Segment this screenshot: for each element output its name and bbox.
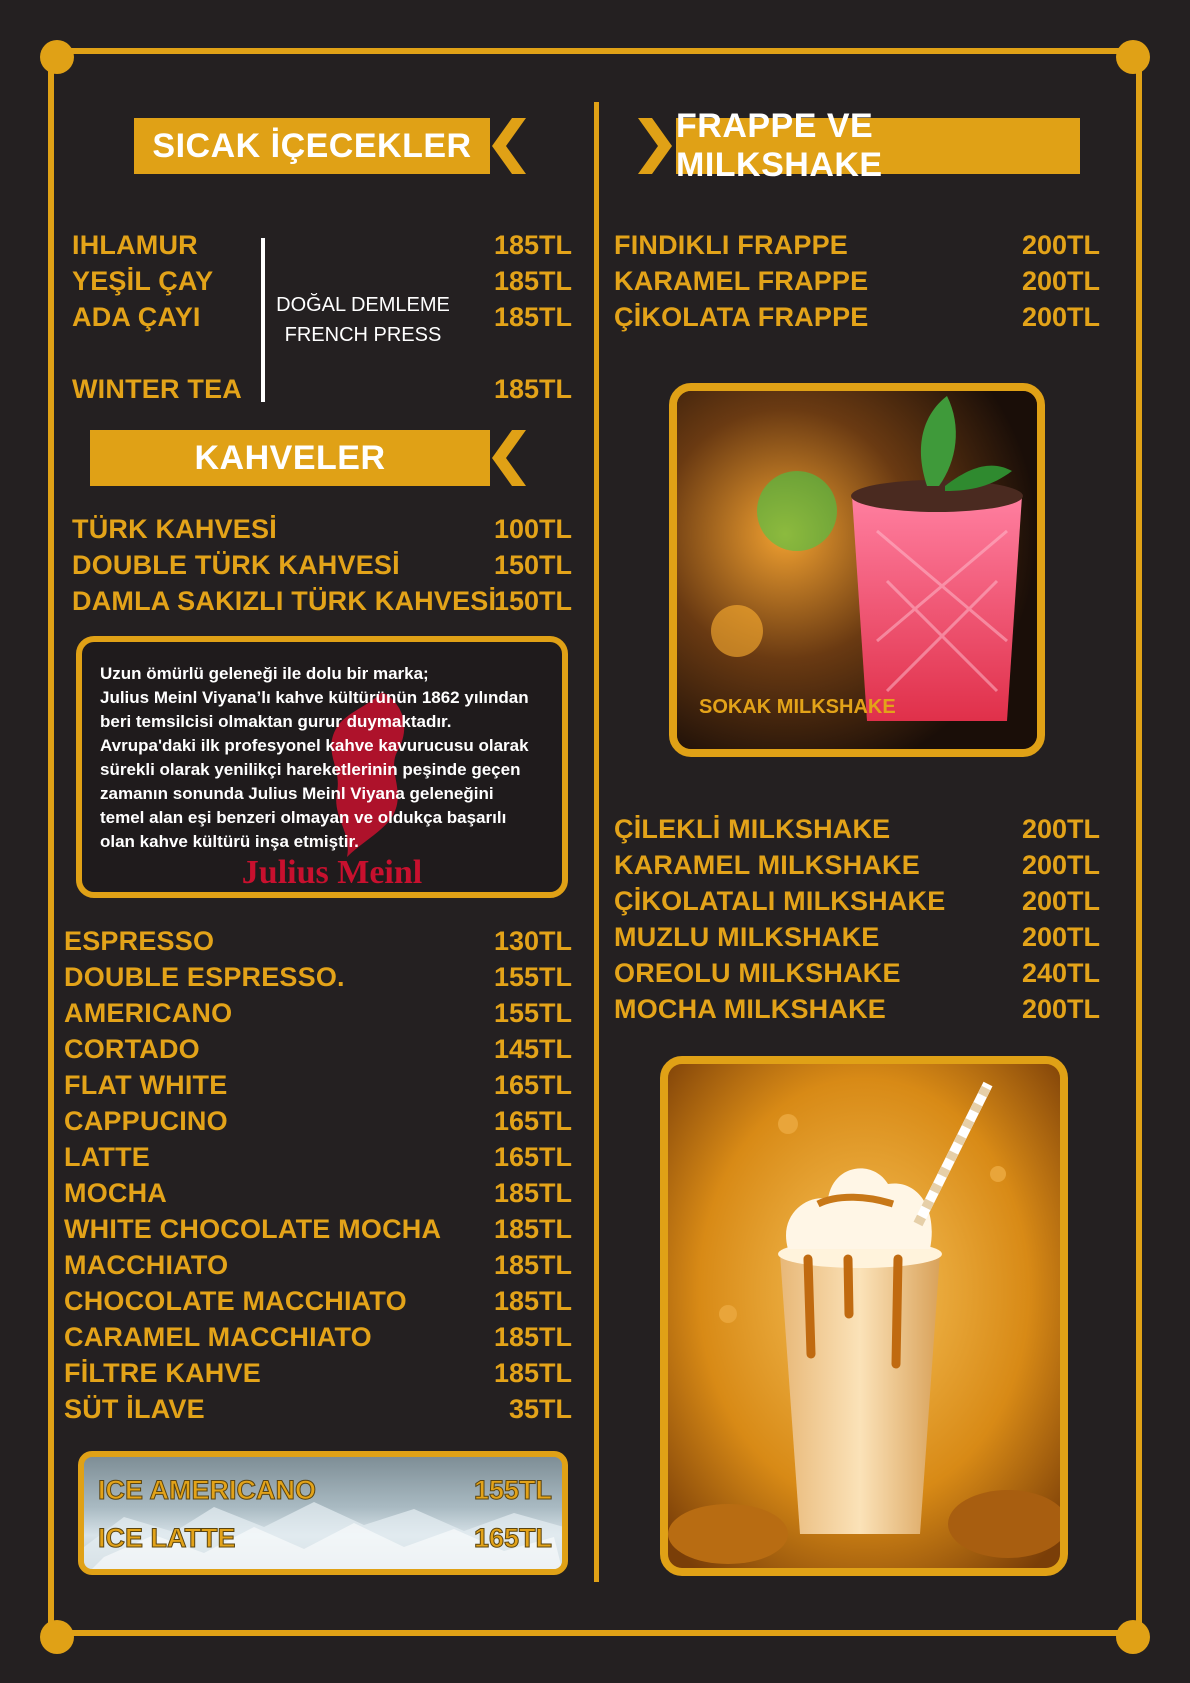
coffees-banner	[90, 430, 490, 486]
info-line: sürekli olarak yenilikçi hareketlerinin peşinde geçen	[100, 760, 521, 779]
menu-item-price: 185TL	[493, 1178, 572, 1208]
hot-drinks-banner	[134, 118, 490, 174]
info-line: zamanın sonunda Julius Meinl Viyana geleneğini	[100, 784, 494, 803]
menu-item-price: 150TL	[493, 550, 572, 580]
menu-item-name: CAPPUCINO	[64, 1106, 228, 1136]
menu-item-name: FINDIKLI FRAPPE	[614, 230, 849, 260]
brand-info-text	[100, 662, 560, 854]
photo-caption: SOKAK MILKSHAKE	[699, 696, 896, 718]
menu-item-name: MOCHA MILKSHAKE	[614, 994, 886, 1024]
menu-item-name: MACCHIATO	[64, 1250, 229, 1280]
menu-item-name: MOCHA	[64, 1178, 167, 1208]
ice-item-price: 155TL	[473, 1475, 552, 1505]
frappe-title: FRAPPE VE MILKSHAKE	[676, 107, 883, 184]
brew-note	[266, 290, 460, 350]
menu-item-price: 185TL	[493, 302, 572, 332]
menu-item-price: 200TL	[1021, 814, 1100, 844]
menu-item-price: 200TL	[1021, 230, 1100, 260]
menu-item-name: TÜRK KAHVESİ	[72, 514, 277, 544]
menu-item-name: WHITE CHOCOLATE MOCHA	[64, 1214, 442, 1244]
brand-info-box	[76, 636, 568, 898]
menu-item-price: 100TL	[493, 514, 572, 544]
menu-item-price: 165TL	[493, 1106, 572, 1136]
menu-item-name: ÇİKOLATALI MILKSHAKE	[614, 886, 946, 916]
menu-item-price: 200TL	[1021, 302, 1100, 332]
menu-item-name: LATTE	[64, 1142, 150, 1172]
brew-note-line1: DOĞAL DEMLEME	[276, 294, 450, 316]
iced-coffee-box	[78, 1451, 568, 1575]
menu-item-name: CORTADO	[64, 1034, 200, 1064]
menu-item-name: ÇİKOLATA FRAPPE	[614, 302, 869, 332]
coffees-title: KAHVELER	[194, 438, 386, 477]
brew-note-line2: FRENCH PRESS	[284, 324, 442, 346]
menu-item-price: 185TL	[493, 1250, 572, 1280]
menu-item-price: 35TL	[508, 1394, 572, 1424]
info-line: Uzun ömürlü geleneği ile dolu bir marka;	[100, 664, 429, 683]
menu-item-name: ESPRESSO	[64, 926, 215, 956]
ice-item-price: 165TL	[473, 1523, 552, 1553]
menu-item-name: CHOCOLATE MACCHIATO	[64, 1286, 407, 1316]
menu-item-price: 185TL	[493, 230, 572, 260]
menu-item-name: KARAMEL MILKSHAKE	[614, 850, 920, 880]
menu-item-price: 200TL	[1021, 266, 1100, 296]
corner-dot-bottom-left	[40, 1620, 74, 1654]
menu-item-price: 185TL	[493, 374, 572, 404]
menu-item-name: MUZLU MILKSHAKE	[614, 922, 880, 952]
corner-dot-bottom-right	[1116, 1620, 1150, 1654]
menu-item-price: 200TL	[1021, 886, 1100, 916]
chevron-right-icon	[638, 118, 676, 174]
corner-dot-top-left	[40, 40, 74, 74]
menu-item-name: DAMLA SAKIZLI TÜRK KAHVESİ	[72, 586, 497, 616]
menu-item-name: YEŞİL ÇAY	[72, 266, 214, 296]
menu-item-name: FLAT WHITE	[64, 1070, 228, 1100]
menu-item-name: AMERICANO	[64, 998, 233, 1028]
menu-item-price: 185TL	[493, 1286, 572, 1316]
menu-item-price: 155TL	[493, 998, 572, 1028]
menu-item-name: SÜT İLAVE	[64, 1394, 205, 1424]
menu-item-name: OREOLU MILKSHAKE	[614, 958, 901, 988]
menu-item-price: 185TL	[493, 1322, 572, 1352]
caramel-milkshake-image	[668, 1064, 1060, 1568]
corner-dot-top-right	[1116, 40, 1150, 74]
menu-item-name: CARAMEL MACCHIATO	[64, 1322, 372, 1352]
menu-item-price: 130TL	[493, 926, 572, 956]
frappe-banner	[676, 107, 1080, 184]
menu-item-price: 200TL	[1021, 850, 1100, 880]
menu-item-name: IHLAMUR	[72, 230, 198, 260]
menu-item-name: ÇİLEKLİ MILKSHAKE	[614, 814, 891, 844]
column-divider	[594, 102, 599, 1582]
menu-item-name: KARAMEL FRAPPE	[614, 266, 869, 296]
menu-item-price: 240TL	[1021, 958, 1100, 988]
chevron-left-icon	[488, 430, 526, 486]
menu-item-price: 200TL	[1021, 994, 1100, 1024]
info-line: Avrupa'daki ilk profesyonel kahve kavurucusu olarak	[100, 736, 529, 755]
ice-item-name: ICE LATTE	[98, 1523, 236, 1553]
menu-item-price: 185TL	[493, 1358, 572, 1388]
info-line: Julius Meinl Viyana’lı kahve kültürünün 1862 yılından	[100, 688, 529, 707]
info-line: olan kahve kültürü inşa etmiştir.	[100, 832, 359, 851]
ice-item-name: ICE AMERICANO	[98, 1475, 317, 1505]
menu-item-price: 165TL	[493, 1070, 572, 1100]
menu-item-price: 185TL	[493, 1214, 572, 1244]
chevron-left-icon	[488, 118, 526, 174]
menu-item-price: 145TL	[493, 1034, 572, 1064]
menu-item-price: 185TL	[493, 266, 572, 296]
sokak-milkshake-photo	[669, 383, 1045, 757]
caramel-milkshake-photo	[660, 1056, 1068, 1576]
menu-item-price: 150TL	[493, 586, 572, 616]
menu-item-name: WINTER TEA	[72, 374, 242, 404]
menu-item-name: FİLTRE KAHVE	[64, 1358, 261, 1388]
hot-drinks-title: SICAK İÇECEKLER	[152, 126, 472, 165]
menu-item-price: 155TL	[493, 962, 572, 992]
info-line: beri temsilcisi olmaktan gurur duymaktadır.	[100, 712, 452, 731]
menu-item-price: 165TL	[493, 1142, 572, 1172]
menu-item-name: ADA ÇAYI	[72, 302, 201, 332]
note-divider	[261, 238, 265, 402]
menu-item-name: DOUBLE TÜRK KAHVESİ	[72, 550, 400, 580]
info-line: temel alan eşi benzeri olmayan ve oldukça başarılı	[100, 808, 507, 827]
brand-logo: Julius Meinl	[241, 854, 423, 891]
menu-item-name: DOUBLE ESPRESSO.	[64, 962, 345, 992]
menu-item-price: 200TL	[1021, 922, 1100, 952]
